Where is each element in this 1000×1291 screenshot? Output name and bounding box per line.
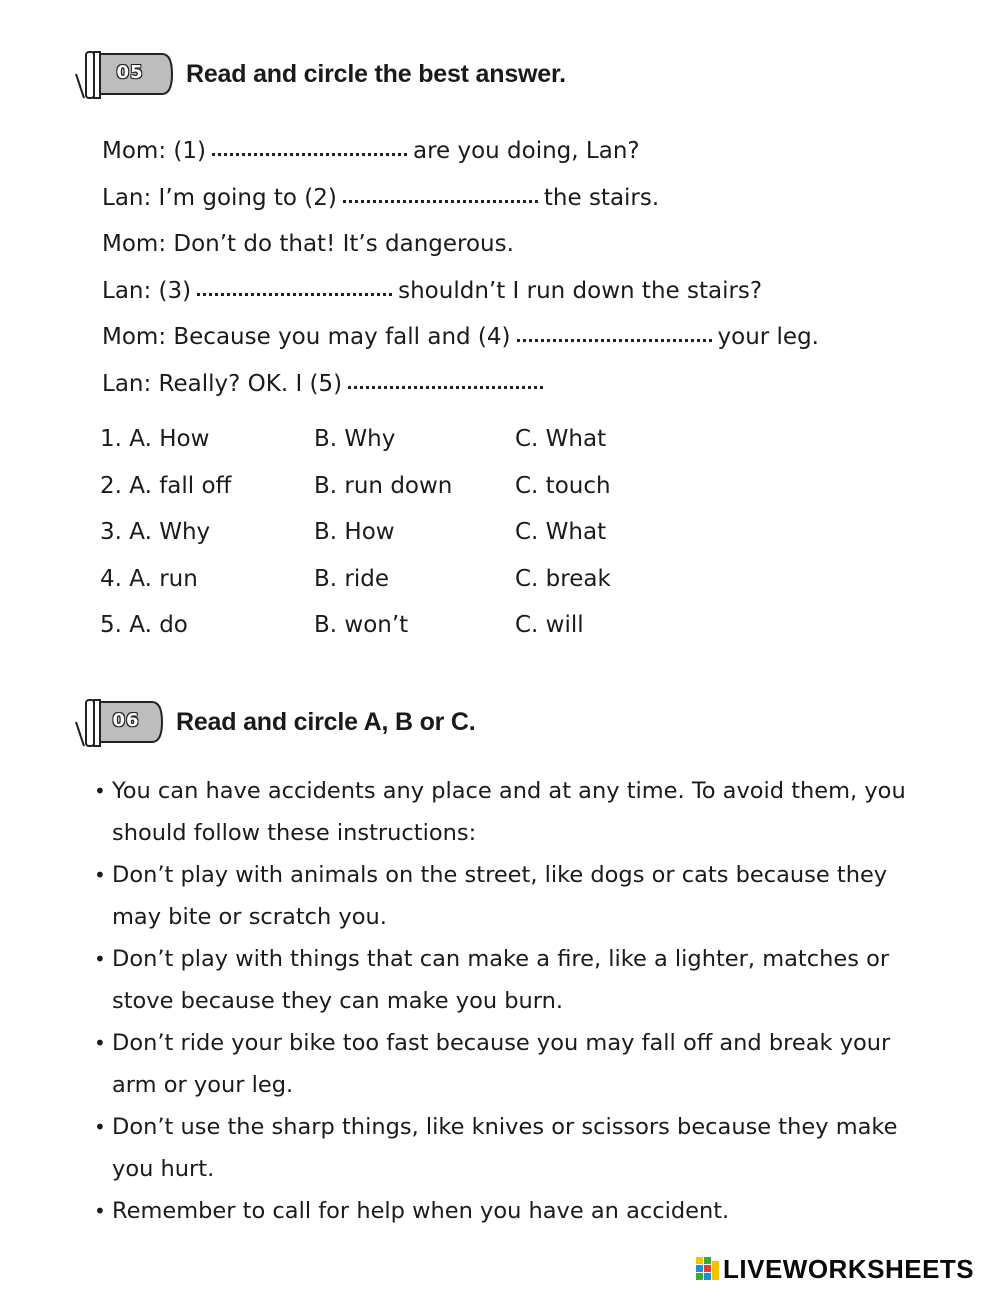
liveworksheets-logo-icon — [696, 1257, 720, 1281]
dialogue-line-6: Lan: Really? OK. I (5) — [102, 361, 882, 408]
option-3a[interactable]: 3. A. Why — [100, 519, 211, 545]
liveworksheets-logo — [696, 1254, 974, 1284]
option-5c[interactable]: C. will — [515, 612, 584, 638]
option-2c[interactable]: C. touch — [515, 472, 611, 499]
option-1a[interactable]: 1. A. How — [100, 426, 210, 452]
dialogue-line-3: Mom: Don’t do that! It’s dangerous. — [102, 231, 514, 257]
option-3b[interactable]: B. How — [314, 519, 395, 545]
blank-3[interactable] — [197, 283, 392, 296]
option-5a[interactable]: 5. A. do — [100, 612, 188, 638]
option-1c[interactable]: C. What — [515, 426, 607, 452]
blank-2[interactable] — [343, 190, 538, 203]
dialogue-line-4: Lan: (3) shouldn’t I run down the stairs? — [102, 277, 763, 304]
option-5b[interactable]: B. won’t — [314, 612, 409, 638]
option-4b[interactable]: B. ride — [314, 565, 389, 592]
option-2b[interactable]: B. run down — [314, 472, 453, 499]
option-1b[interactable]: B. Why — [314, 426, 396, 452]
dialogue-line-1: Mom: (1) are you doing, Lan? — [102, 138, 640, 164]
option-2a[interactable]: 2. A. fall off — [100, 472, 232, 499]
bullet-6: • Remember to call for help when you have an accident. — [94, 1190, 924, 1232]
bullet-4: • Don’t ride your bike too fast because you may fall off and break your arm or your leg. — [94, 1022, 924, 1106]
blank-1[interactable] — [212, 143, 407, 156]
dialogue-line-2: Lan: I’m going to (2) the stairs. — [102, 184, 660, 211]
liveworksheets-logo-text: LIVEWORKSHEETS — [723, 1253, 975, 1284]
bullet-1: • You can have accidents any place and at any time. To avoid them, you should follow these instructions: — [94, 770, 924, 854]
section-5-badge — [74, 46, 174, 102]
dialogue — [102, 128, 882, 407]
bullet-2: • Don’t play with animals on the street, like dogs or cats because they may bite or scratch you. — [94, 854, 924, 938]
blank-5[interactable] — [348, 376, 543, 389]
blank-4[interactable] — [517, 329, 712, 342]
section-6-number: 06 — [112, 710, 140, 731]
reading-passage — [94, 770, 924, 1232]
option-4a[interactable]: 4. A. run — [100, 565, 198, 592]
section-5-number: 05 — [116, 62, 144, 83]
bullet-5: • Don’t use the sharp things, like knives or scissors because they make you hurt. — [94, 1106, 924, 1190]
section-5-title: Read and circle the best answer. — [186, 59, 566, 88]
dialogue-line-5: Mom: Because you may fall and (4) your leg. — [102, 324, 819, 350]
bullet-3: • Don’t play with things that can make a fire, like a lighter, matches or stove because they can make you burn. — [94, 938, 924, 1022]
section-6-title: Read and circle A, B or C. — [176, 707, 476, 736]
section-6-badge — [74, 694, 174, 750]
section-5-header — [74, 44, 566, 104]
section-6-header — [74, 692, 476, 752]
option-3c[interactable]: C. What — [515, 519, 607, 545]
option-4c[interactable]: C. break — [515, 565, 611, 592]
